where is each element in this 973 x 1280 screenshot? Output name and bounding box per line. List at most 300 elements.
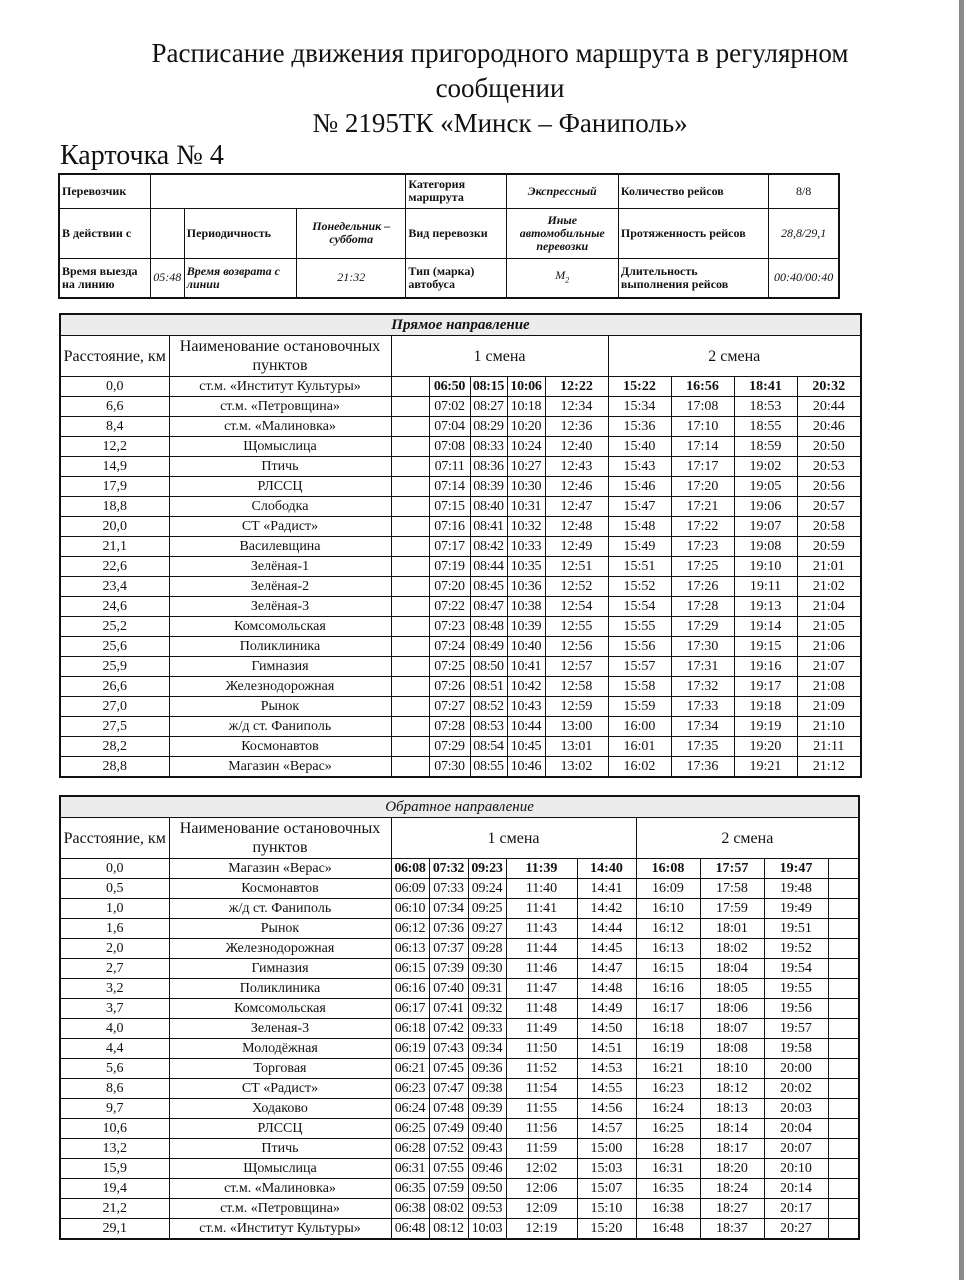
time-cell: 09:24 (468, 879, 506, 899)
time-cell: 20:46 (797, 417, 861, 437)
time-cell: 07:08 (429, 437, 470, 457)
table-row (60, 557, 861, 577)
distance-cell: 9,7 (60, 1099, 169, 1119)
time-cell: 15:20 (577, 1219, 636, 1240)
distance-cell: 3,2 (60, 979, 169, 999)
time-cell: 10:33 (507, 537, 545, 557)
stop-name-cell: ст.м. «Петровщина» (169, 1199, 391, 1219)
page-edge-divider (959, 0, 964, 1280)
time-cell: 17:35 (671, 737, 734, 757)
duration-label: Длительность выполнения рейсов (618, 258, 768, 298)
time-cell: 14:47 (577, 959, 636, 979)
time-cell: 16:31 (636, 1159, 700, 1179)
time-cell: 08:51 (470, 677, 507, 697)
empty-cell (391, 617, 429, 637)
time-cell: 15:03 (577, 1159, 636, 1179)
time-cell: 08:02 (429, 1199, 468, 1219)
time-cell: 08:50 (470, 657, 507, 677)
time-cell: 14:53 (577, 1059, 636, 1079)
empty-cell (391, 637, 429, 657)
time-cell: 18:59 (734, 437, 797, 457)
table-row (60, 457, 861, 477)
time-cell: 16:21 (636, 1059, 700, 1079)
time-cell: 10:42 (507, 677, 545, 697)
valid-from-label: В действии с (59, 208, 150, 258)
time-cell: 17:25 (671, 557, 734, 577)
time-cell: 19:21 (734, 757, 797, 778)
time-cell: 19:08 (734, 537, 797, 557)
table-row (60, 517, 861, 537)
empty-cell (828, 1159, 859, 1179)
time-cell: 09:25 (468, 899, 506, 919)
shift1-header: 1 смена (391, 818, 636, 859)
time-cell: 07:30 (429, 757, 470, 778)
time-cell: 06:13 (391, 939, 429, 959)
time-cell: 18:10 (700, 1059, 764, 1079)
time-cell: 08:42 (470, 537, 507, 557)
time-cell: 12:48 (545, 517, 608, 537)
time-cell: 19:20 (734, 737, 797, 757)
time-cell: 07:32 (429, 859, 468, 879)
time-cell: 17:30 (671, 637, 734, 657)
return-label: Время возврата с линии (184, 258, 296, 298)
time-cell: 21:02 (797, 577, 861, 597)
time-cell: 09:50 (468, 1179, 506, 1199)
time-cell: 14:40 (577, 859, 636, 879)
distance-cell: 0,0 (60, 859, 169, 879)
stop-name-cell: Космонавтов (169, 879, 391, 899)
time-cell: 19:17 (734, 677, 797, 697)
table-row (60, 1059, 859, 1079)
time-cell: 07:04 (429, 417, 470, 437)
time-cell: 07:41 (429, 999, 468, 1019)
time-cell: 08:41 (470, 517, 507, 537)
time-cell: 16:13 (636, 939, 700, 959)
time-cell: 06:17 (391, 999, 429, 1019)
time-cell: 19:49 (764, 899, 828, 919)
distance-cell: 2,7 (60, 959, 169, 979)
time-cell: 18:08 (700, 1039, 764, 1059)
time-cell: 10:35 (507, 557, 545, 577)
time-cell: 17:26 (671, 577, 734, 597)
time-cell: 14:48 (577, 979, 636, 999)
time-cell: 12:56 (545, 637, 608, 657)
time-cell: 18:12 (700, 1079, 764, 1099)
time-cell: 10:44 (507, 717, 545, 737)
forward-rows (60, 377, 861, 778)
table-row (60, 899, 859, 919)
empty-cell (391, 577, 429, 597)
distance-cell: 4,0 (60, 1019, 169, 1039)
time-cell: 15:52 (608, 577, 671, 597)
time-cell: 07:24 (429, 637, 470, 657)
distance-cell: 12,2 (60, 437, 169, 457)
time-cell: 07:26 (429, 677, 470, 697)
time-cell: 15:54 (608, 597, 671, 617)
time-cell: 16:12 (636, 919, 700, 939)
time-cell: 17:58 (700, 879, 764, 899)
stop-name-cell: Комсомольская (169, 617, 391, 637)
time-cell: 08:29 (470, 417, 507, 437)
empty-cell (828, 1179, 859, 1199)
time-cell: 10:39 (507, 617, 545, 637)
time-cell: 10:30 (507, 477, 545, 497)
time-cell: 21:08 (797, 677, 861, 697)
time-cell: 12:06 (506, 1179, 577, 1199)
table-row (60, 717, 861, 737)
time-cell: 06:24 (391, 1099, 429, 1119)
time-cell: 12:52 (545, 577, 608, 597)
time-cell: 18:01 (700, 919, 764, 939)
time-cell: 15:55 (608, 617, 671, 637)
table-row (60, 939, 859, 959)
time-cell: 16:38 (636, 1199, 700, 1219)
stop-name-cell: Железнодорожная (169, 677, 391, 697)
time-cell: 20:59 (797, 537, 861, 557)
time-cell: 16:19 (636, 1039, 700, 1059)
time-cell: 16:56 (671, 377, 734, 397)
reverse-schedule-table (59, 795, 860, 1240)
distance-cell: 0,5 (60, 879, 169, 899)
shift1-header: 1 смена (391, 336, 608, 377)
return-value: 21:32 (297, 258, 406, 298)
distance-cell: 29,1 (60, 1219, 169, 1240)
time-cell: 19:06 (734, 497, 797, 517)
valid-from-value (150, 208, 184, 258)
time-cell: 10:03 (468, 1219, 506, 1240)
time-cell: 09:40 (468, 1119, 506, 1139)
time-cell: 08:44 (470, 557, 507, 577)
distance-cell: 18,8 (60, 497, 169, 517)
time-cell: 11:49 (506, 1019, 577, 1039)
time-cell: 10:27 (507, 457, 545, 477)
time-cell: 08:53 (470, 717, 507, 737)
time-cell: 11:46 (506, 959, 577, 979)
time-cell: 19:13 (734, 597, 797, 617)
time-cell: 10:06 (507, 377, 545, 397)
empty-cell (391, 417, 429, 437)
time-cell: 21:09 (797, 697, 861, 717)
time-cell: 07:48 (429, 1099, 468, 1119)
empty-cell (391, 597, 429, 617)
time-cell: 16:48 (636, 1219, 700, 1240)
time-cell: 16:09 (636, 879, 700, 899)
stop-name-cell: Зелёная-2 (169, 577, 391, 597)
time-cell: 16:02 (608, 757, 671, 778)
distance-cell: 1,6 (60, 919, 169, 939)
time-cell: 09:28 (468, 939, 506, 959)
time-cell: 10:20 (507, 417, 545, 437)
time-cell: 19:05 (734, 477, 797, 497)
time-cell: 07:02 (429, 397, 470, 417)
time-cell: 07:25 (429, 657, 470, 677)
time-cell: 20:32 (797, 377, 861, 397)
time-cell: 14:45 (577, 939, 636, 959)
time-cell: 06:19 (391, 1039, 429, 1059)
stop-name-cell: Щомыслица (169, 1159, 391, 1179)
time-cell: 15:51 (608, 557, 671, 577)
table-row (60, 417, 861, 437)
time-cell: 13:01 (545, 737, 608, 757)
time-cell: 09:53 (468, 1199, 506, 1219)
title-line-2: сообщении (435, 73, 565, 103)
trips-count-label: Количество рейсов (618, 174, 768, 208)
time-cell: 16:28 (636, 1139, 700, 1159)
time-cell: 08:54 (470, 737, 507, 757)
table-row (60, 477, 861, 497)
category-value: Экспрессный (506, 174, 618, 208)
time-cell: 19:57 (764, 1019, 828, 1039)
time-cell: 06:23 (391, 1079, 429, 1099)
time-cell: 12:34 (545, 397, 608, 417)
time-cell: 09:43 (468, 1139, 506, 1159)
time-cell: 06:31 (391, 1159, 429, 1179)
time-cell: 11:43 (506, 919, 577, 939)
time-cell: 17:21 (671, 497, 734, 517)
time-cell: 08:48 (470, 617, 507, 637)
stop-name-cell: Торговая (169, 1059, 391, 1079)
empty-cell (828, 1099, 859, 1119)
time-cell: 11:40 (506, 879, 577, 899)
time-cell: 20:14 (764, 1179, 828, 1199)
empty-cell (828, 999, 859, 1019)
time-cell: 17:32 (671, 677, 734, 697)
time-cell: 10:46 (507, 757, 545, 778)
time-cell: 12:55 (545, 617, 608, 637)
time-cell: 12:36 (545, 417, 608, 437)
stop-name-cell: ст.м. «Малиновка» (169, 417, 391, 437)
table-row (60, 537, 861, 557)
time-cell: 06:12 (391, 919, 429, 939)
time-cell: 07:47 (429, 1079, 468, 1099)
time-cell: 18:05 (700, 979, 764, 999)
time-cell: 19:19 (734, 717, 797, 737)
time-cell: 11:56 (506, 1119, 577, 1139)
time-cell: 19:55 (764, 979, 828, 999)
time-cell: 09:46 (468, 1159, 506, 1179)
time-cell: 07:19 (429, 557, 470, 577)
time-cell: 18:04 (700, 959, 764, 979)
stop-name-cell: Железнодорожная (169, 939, 391, 959)
time-cell: 07:29 (429, 737, 470, 757)
time-cell: 11:59 (506, 1139, 577, 1159)
distance-cell: 6,6 (60, 397, 169, 417)
stop-name-cell: Поликлиника (169, 637, 391, 657)
stop-name-cell: Василевщина (169, 537, 391, 557)
time-cell: 20:03 (764, 1099, 828, 1119)
stop-name-cell: Зелёная-3 (169, 597, 391, 617)
empty-cell (391, 717, 429, 737)
table-row (60, 999, 859, 1019)
table-row (60, 737, 861, 757)
distance-cell: 28,2 (60, 737, 169, 757)
time-cell: 16:00 (608, 717, 671, 737)
stop-name-cell: Рынок (169, 919, 391, 939)
empty-cell (391, 677, 429, 697)
stop-name-cell: Слободка (169, 497, 391, 517)
time-cell: 12:49 (545, 537, 608, 557)
empty-cell (828, 1119, 859, 1139)
time-cell: 19:07 (734, 517, 797, 537)
time-cell: 18:07 (700, 1019, 764, 1039)
time-cell: 12:59 (545, 697, 608, 717)
time-cell: 19:16 (734, 657, 797, 677)
time-cell: 11:48 (506, 999, 577, 1019)
time-cell: 10:43 (507, 697, 545, 717)
empty-cell (391, 537, 429, 557)
time-cell: 07:39 (429, 959, 468, 979)
bus-type-label: Тип (марка) автобуса (406, 258, 506, 298)
empty-cell (828, 859, 859, 879)
time-cell: 09:33 (468, 1019, 506, 1039)
time-cell: 18:24 (700, 1179, 764, 1199)
bus-type-subscript: 2 (565, 275, 570, 285)
time-cell: 12:19 (506, 1219, 577, 1240)
time-cell: 09:27 (468, 919, 506, 939)
empty-cell (828, 1219, 859, 1240)
time-cell: 12:58 (545, 677, 608, 697)
stop-name-cell: Рынок (169, 697, 391, 717)
stop-name-cell: Щомыслица (169, 437, 391, 457)
shift2-header: 2 смена (608, 336, 861, 377)
time-cell: 20:44 (797, 397, 861, 417)
table-row (60, 1219, 859, 1240)
time-cell: 08:39 (470, 477, 507, 497)
time-cell: 17:28 (671, 597, 734, 617)
forward-direction-title: Прямое направление (60, 314, 861, 336)
length-label: Протяженность рейсов (618, 208, 768, 258)
time-cell: 11:44 (506, 939, 577, 959)
time-cell: 20:58 (797, 517, 861, 537)
distance-cell: 28,8 (60, 757, 169, 778)
time-cell: 19:54 (764, 959, 828, 979)
empty-cell (828, 1019, 859, 1039)
time-cell: 20:56 (797, 477, 861, 497)
time-cell: 12:22 (545, 377, 608, 397)
time-cell: 06:18 (391, 1019, 429, 1039)
stop-name-cell: СТ «Радист» (169, 1079, 391, 1099)
time-cell: 17:31 (671, 657, 734, 677)
stop-name-cell: РЛССЦ (169, 477, 391, 497)
time-cell: 17:29 (671, 617, 734, 637)
time-cell: 15:43 (608, 457, 671, 477)
route-info-table (58, 173, 840, 299)
forward-schedule-table (59, 313, 862, 778)
empty-cell (391, 517, 429, 537)
distance-cell: 8,4 (60, 417, 169, 437)
time-cell: 08:47 (470, 597, 507, 617)
time-cell: 07:55 (429, 1159, 468, 1179)
time-cell: 16:24 (636, 1099, 700, 1119)
table-row (60, 397, 861, 417)
stop-name-cell: ж/д ст. Фаниполь (169, 717, 391, 737)
trips-count-value: 8/8 (769, 174, 839, 208)
time-cell: 21:10 (797, 717, 861, 737)
time-cell: 17:14 (671, 437, 734, 457)
distance-cell: 0,0 (60, 377, 169, 397)
distance-cell: 22,6 (60, 557, 169, 577)
reverse-rows (60, 859, 859, 1240)
time-cell: 17:10 (671, 417, 734, 437)
time-cell: 18:14 (700, 1119, 764, 1139)
time-cell: 19:10 (734, 557, 797, 577)
distance-header: Расстояние, км (60, 818, 169, 859)
time-cell: 07:42 (429, 1019, 468, 1039)
empty-cell (828, 979, 859, 999)
time-cell: 16:08 (636, 859, 700, 879)
distance-cell: 21,1 (60, 537, 169, 557)
time-cell: 06:38 (391, 1199, 429, 1219)
empty-cell (828, 1079, 859, 1099)
time-cell: 11:54 (506, 1079, 577, 1099)
time-cell: 10:40 (507, 637, 545, 657)
stop-name-cell: Молодёжная (169, 1039, 391, 1059)
carrier-value (150, 174, 406, 208)
time-cell: 21:05 (797, 617, 861, 637)
time-cell: 18:20 (700, 1159, 764, 1179)
length-value: 28,8/29,1 (769, 208, 839, 258)
time-cell: 07:27 (429, 697, 470, 717)
distance-cell: 10,6 (60, 1119, 169, 1139)
table-row (60, 697, 861, 717)
time-cell: 15:22 (608, 377, 671, 397)
time-cell: 11:50 (506, 1039, 577, 1059)
distance-cell: 27,0 (60, 697, 169, 717)
time-cell: 07:34 (429, 899, 468, 919)
time-cell: 15:57 (608, 657, 671, 677)
time-cell: 19:51 (764, 919, 828, 939)
distance-cell: 1,0 (60, 899, 169, 919)
time-cell: 10:45 (507, 737, 545, 757)
page-title (0, 36, 973, 141)
time-cell: 20:04 (764, 1119, 828, 1139)
time-cell: 15:56 (608, 637, 671, 657)
distance-cell: 19,4 (60, 1179, 169, 1199)
table-row (60, 959, 859, 979)
time-cell: 08:40 (470, 497, 507, 517)
table-row (60, 919, 859, 939)
stop-name-cell: Гимназия (169, 959, 391, 979)
distance-cell: 14,9 (60, 457, 169, 477)
time-cell: 10:24 (507, 437, 545, 457)
time-cell: 16:10 (636, 899, 700, 919)
time-cell: 21:06 (797, 637, 861, 657)
empty-cell (391, 757, 429, 778)
time-cell: 21:12 (797, 757, 861, 778)
time-cell: 18:37 (700, 1219, 764, 1240)
time-cell: 14:56 (577, 1099, 636, 1119)
time-cell: 19:11 (734, 577, 797, 597)
time-cell: 15:34 (608, 397, 671, 417)
empty-cell (391, 477, 429, 497)
stop-name-cell: Птичь (169, 457, 391, 477)
time-cell: 10:38 (507, 597, 545, 617)
time-cell: 08:45 (470, 577, 507, 597)
time-cell: 06:35 (391, 1179, 429, 1199)
time-cell: 17:20 (671, 477, 734, 497)
time-cell: 14:51 (577, 1039, 636, 1059)
time-cell: 07:15 (429, 497, 470, 517)
time-cell: 07:49 (429, 1119, 468, 1139)
time-cell: 19:56 (764, 999, 828, 1019)
time-cell: 08:52 (470, 697, 507, 717)
stop-name-cell: Комсомольская (169, 999, 391, 1019)
time-cell: 06:21 (391, 1059, 429, 1079)
time-cell: 15:46 (608, 477, 671, 497)
time-cell: 07:17 (429, 537, 470, 557)
distance-header: Расстояние, км (60, 336, 169, 377)
time-cell: 16:18 (636, 1019, 700, 1039)
